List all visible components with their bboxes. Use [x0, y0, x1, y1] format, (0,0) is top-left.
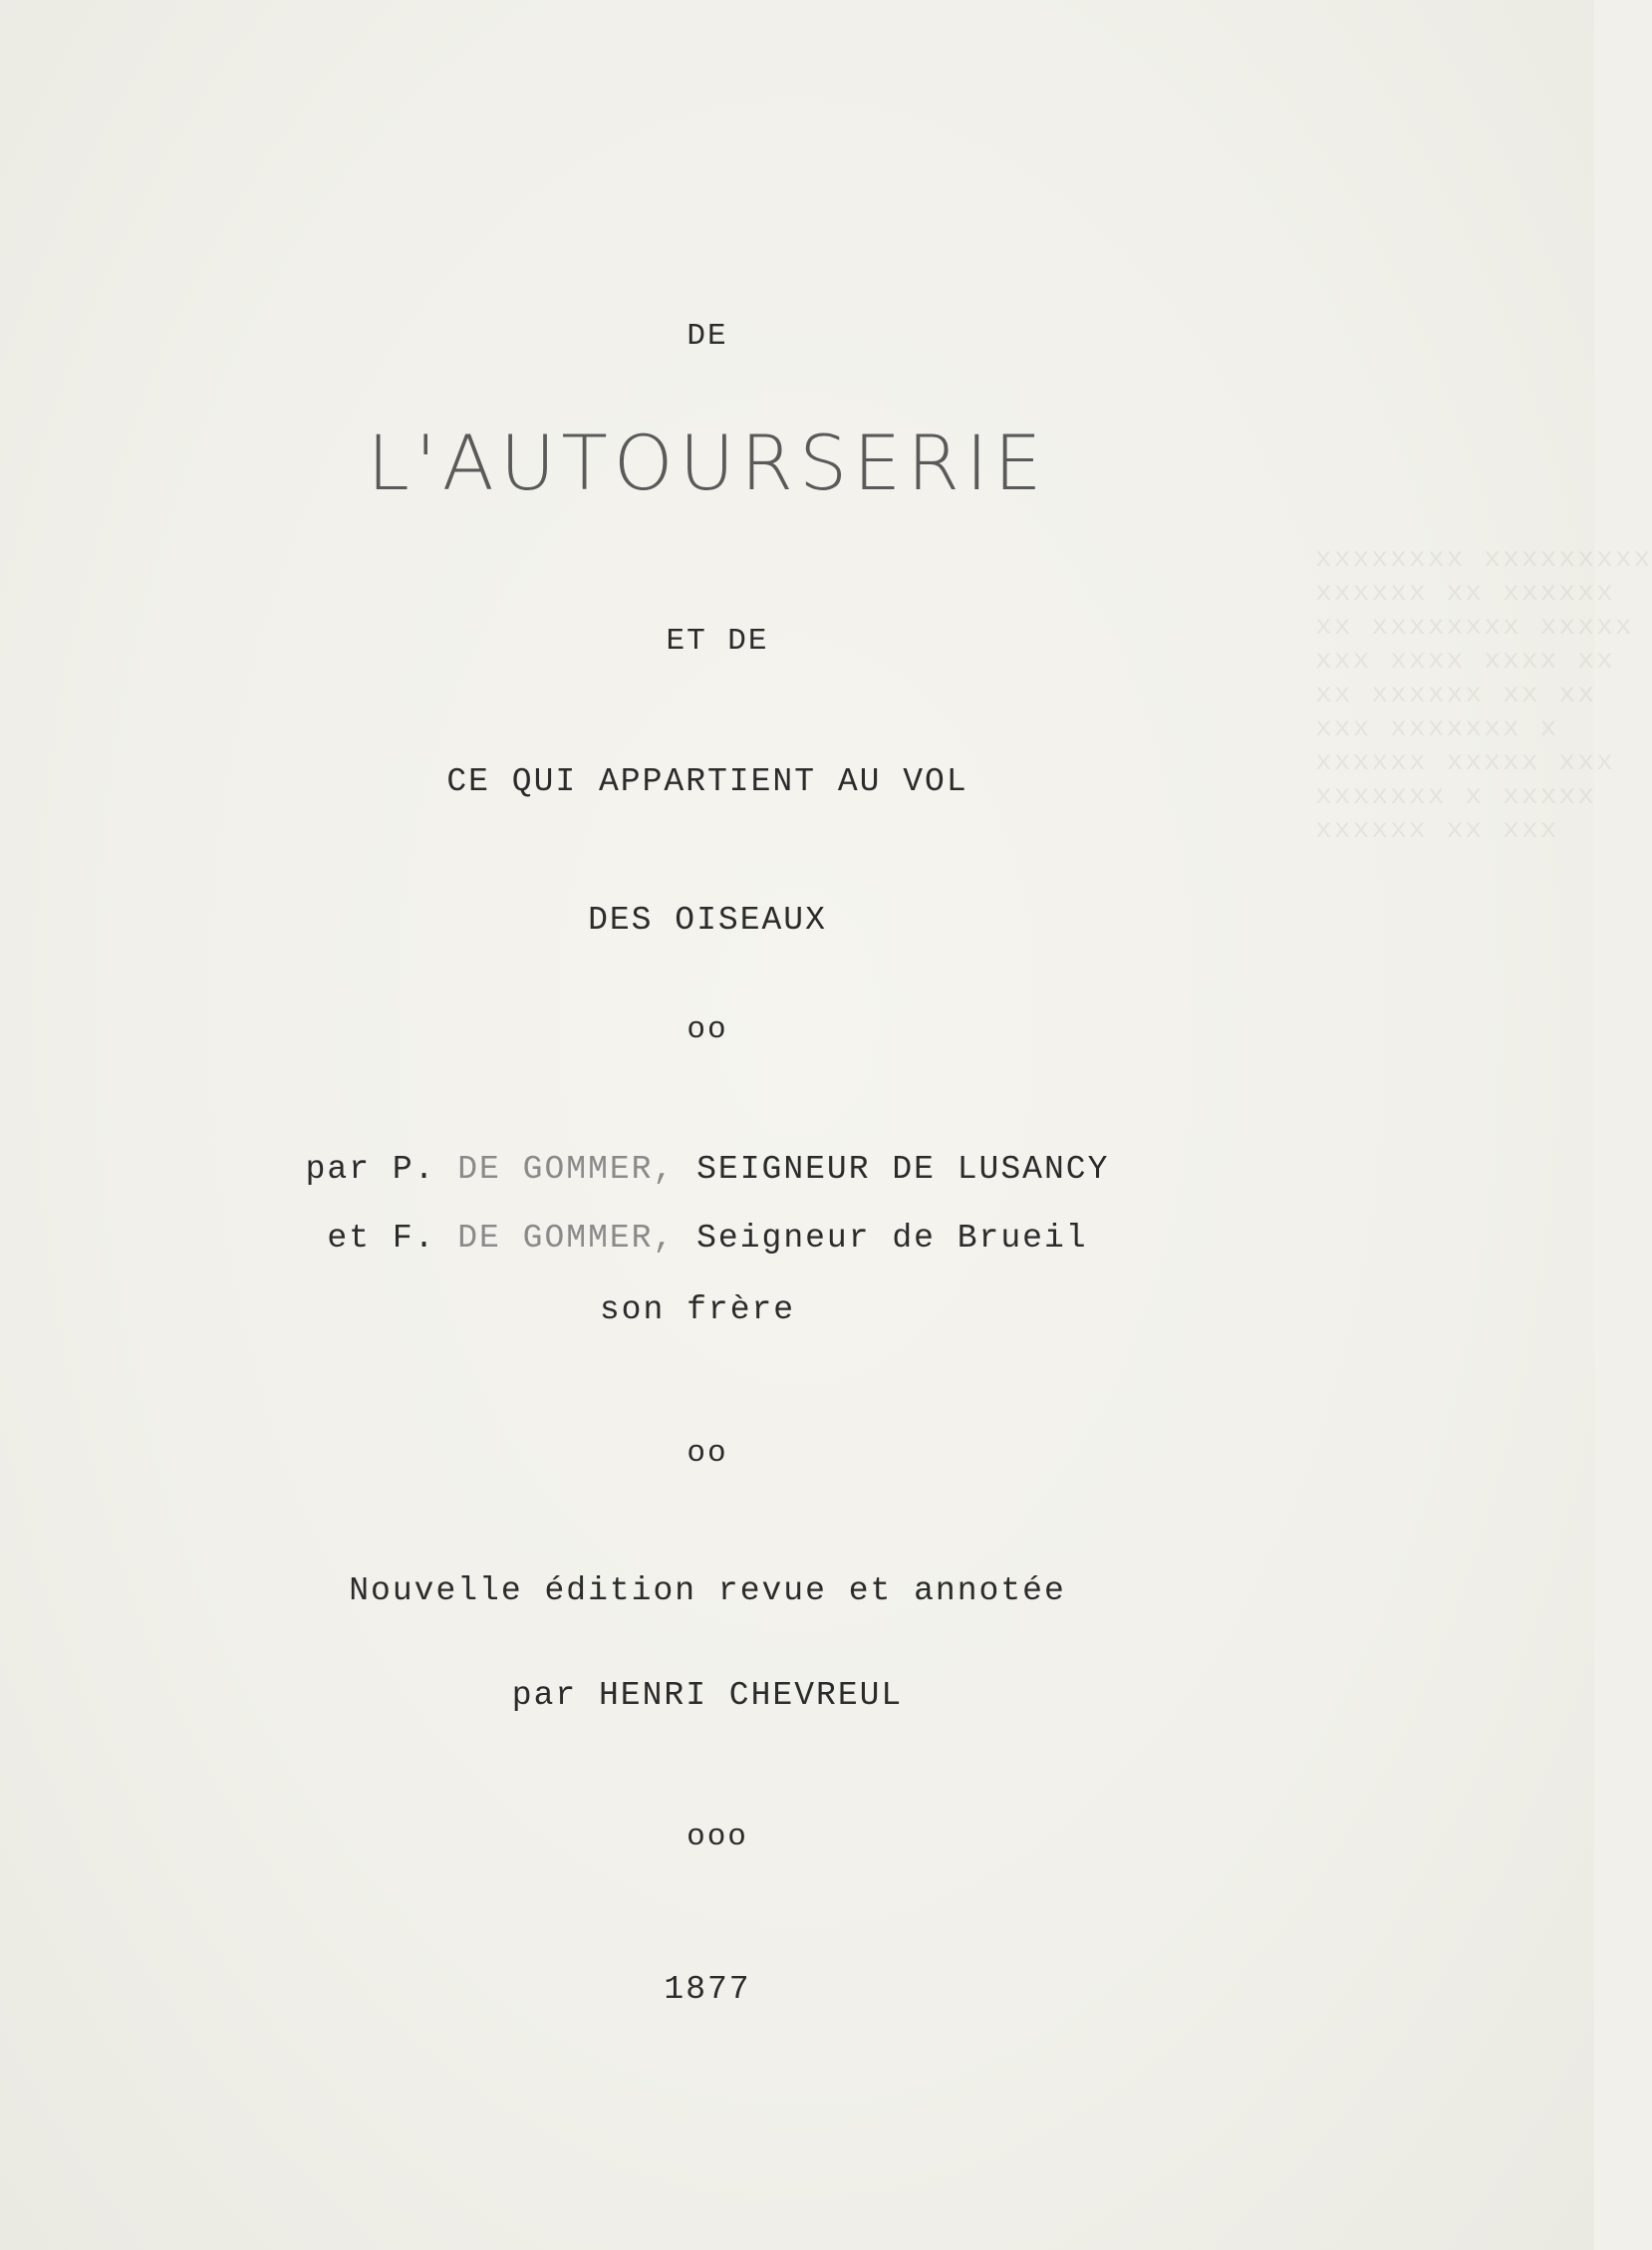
show-through-text: xxxxxxxx xxxxxxxxx xxxxxx xx xxxxxx xx xxxxxxxx xxxxx xxx xxxx xxxx xx xx xxxxxx xx xx xxx xxxxxxx x xxxxxx xxxxx xxx xxxxxxx x xxxxx xxxxxx xx xxx	[1315, 544, 1652, 846]
author-1-title: SEIGNEUR DE LUSANCY	[696, 1151, 1110, 1188]
subtitle-line-1: CE QUI APPARTIENT AU VOL	[446, 763, 968, 800]
heading-et-de: ET DE	[666, 624, 769, 659]
author-1-name: DE GOMMER,	[457, 1151, 676, 1188]
separator-3: ooo	[687, 1820, 748, 1854]
author-1-by: par P.	[305, 1151, 436, 1188]
author-line-2	[259, 1220, 1156, 1257]
separator-1: oo	[687, 1012, 728, 1047]
publication-year: 1877	[664, 1971, 751, 2008]
page-title: L'AUTOURSERIE	[367, 419, 1048, 507]
separator-2: oo	[687, 1436, 728, 1471]
author-relation: son frère	[599, 1291, 796, 1328]
author-line-1	[229, 1151, 1186, 1188]
author-2-title: Seigneur de Brueil	[696, 1220, 1088, 1257]
author-2-name: DE GOMMER,	[457, 1220, 676, 1257]
subtitle-line-2: DES OISEAUX	[588, 902, 827, 939]
editor-line: par HENRI CHEVREUL	[511, 1677, 904, 1714]
author-2-and: et F.	[327, 1220, 436, 1257]
edition-line: Nouvelle édition revue et annotée	[349, 1572, 1066, 1609]
heading-de: DE	[687, 319, 728, 354]
